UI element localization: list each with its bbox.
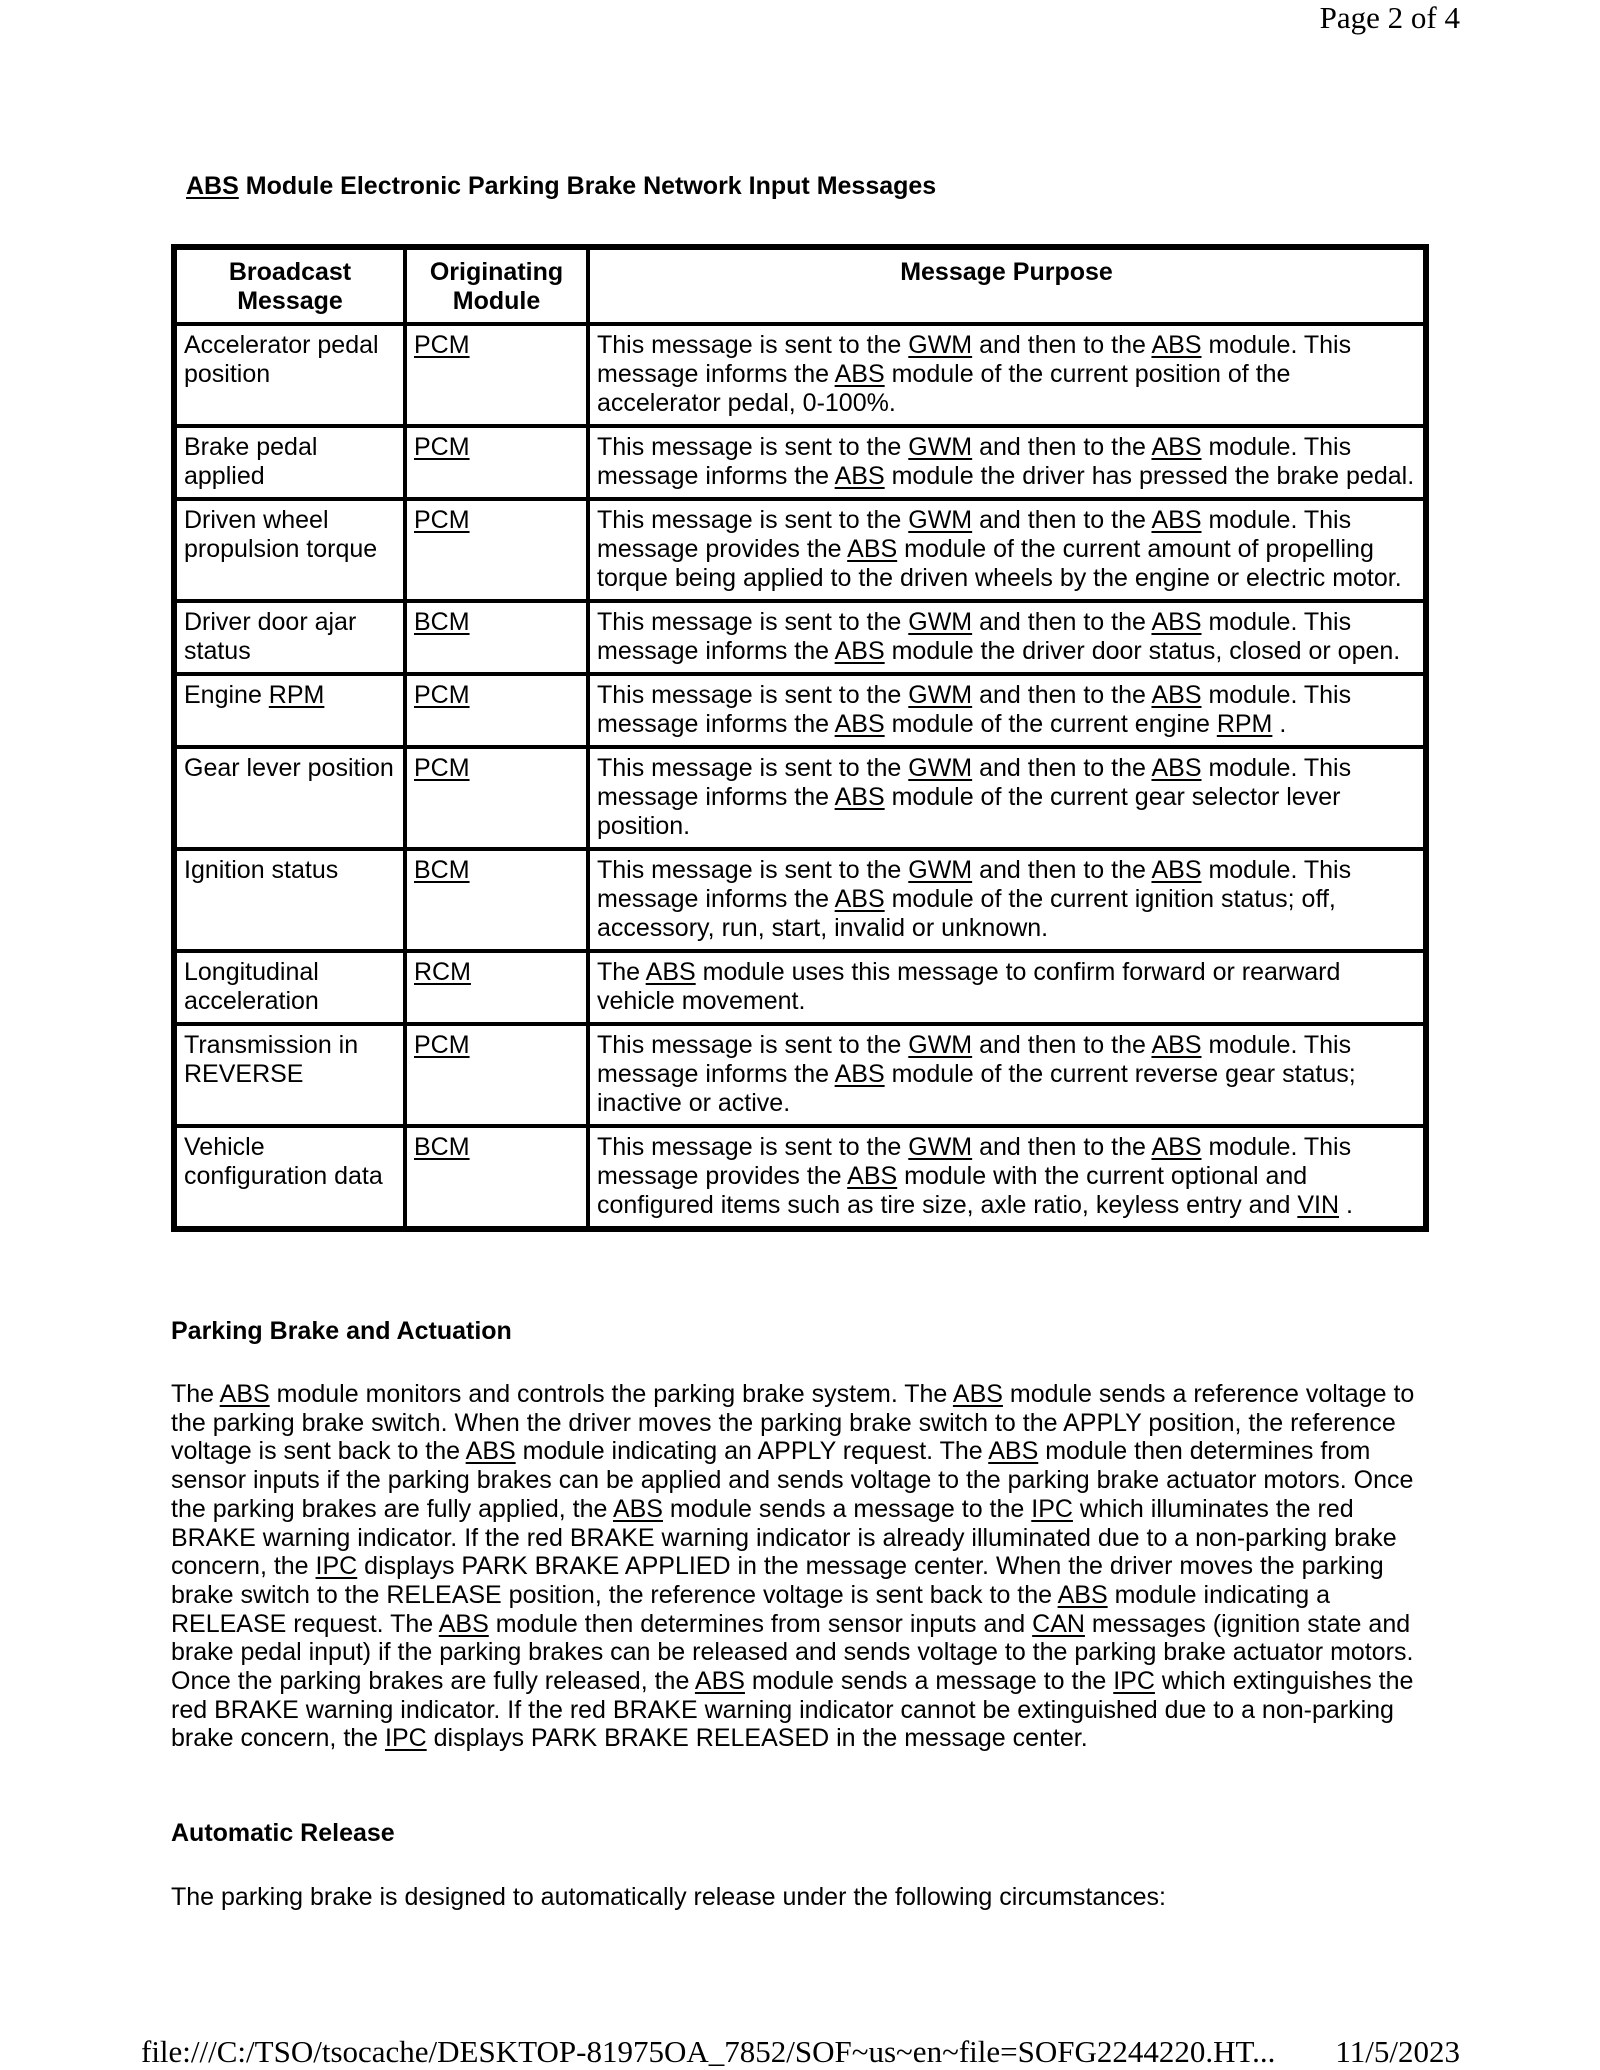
- pcm-link[interactable]: PCM: [414, 433, 470, 461]
- broadcast-message-cell: Brake pedal applied: [175, 426, 405, 499]
- message-purpose-cell: This message is sent to the GWM and then to the ABS module. This message informs the ABS module the driver door status, closed or open.: [588, 601, 1425, 674]
- bcm-link[interactable]: BCM: [414, 1133, 470, 1161]
- originating-module-cell: [405, 674, 588, 747]
- document-title-text: Module Electronic Parking Brake Network Input Messages: [238, 172, 937, 200]
- broadcast-message-cell: Driver door ajar status: [175, 601, 405, 674]
- message-purpose-cell: This message is sent to the GWM and then to the ABS module. This message provides the ABS module with the current optional and configured items such as tire size, axle ratio, keyless entry and VIN .: [588, 1126, 1425, 1228]
- table-row: [175, 1024, 1425, 1126]
- gwm-link[interactable]: GWM: [908, 1031, 973, 1059]
- can-link[interactable]: CAN: [1032, 1609, 1085, 1638]
- parking-brake-paragraph: The ABS module monitors and controls the parking brake system. The ABS module sends a reference voltage to the parking brake switch. When the driver moves the parking brake switch to the APPLY position, the reference voltage is sent back to the ABS module indicating an APPLY request. The ABS module then determines from sensor inputs if the parking brakes can be applied and sends voltage to the parking brake actuator motors. Once the parking brakes are fully applied, the ABS module sends a message to the IPC which illuminates the red BRAKE warning indicator. If the red BRAKE warning indicator is already illuminated due to a non-parking brake concern, the IPC displays PARK BRAKE APPLIED in the message center. When the driver moves the parking brake switch to the RELEASE position, the reference voltage is sent back to the ABS module indicating a RELEASE request. The ABS module then determines from sensor inputs and CAN messages (ignition state and brake pedal input) if the parking brakes can be released and sends voltage to the parking brake actuator motors. Once the parking brakes are fully released, the ABS module sends a message to the IPC which extinguishes the red BRAKE warning indicator. If the red BRAKE warning indicator cannot be extinguished due to a non-parking brake concern, the IPC displays PARK BRAKE RELEASED in the message center.: [171, 1380, 1415, 1753]
- pcm-link[interactable]: PCM: [414, 754, 470, 782]
- gwm-link[interactable]: GWM: [908, 608, 973, 636]
- gwm-link[interactable]: GWM: [908, 681, 973, 709]
- abs-link[interactable]: ABS: [694, 1667, 745, 1696]
- broadcast-message-cell: Transmission in REVERSE: [175, 1024, 405, 1126]
- table-row: [175, 601, 1425, 674]
- broadcast-message-cell: Gear lever position: [175, 747, 405, 849]
- abs-link[interactable]: ABS: [438, 1609, 489, 1638]
- broadcast-message-cell: Driven wheel propulsion torque: [175, 499, 405, 601]
- broadcast-message-cell: Engine RPM: [175, 674, 405, 747]
- abs-link[interactable]: ABS: [834, 462, 885, 490]
- gwm-link[interactable]: GWM: [908, 433, 973, 461]
- pcm-link[interactable]: PCM: [414, 681, 470, 709]
- originating-module-cell: [405, 499, 588, 601]
- table-row: [175, 324, 1425, 426]
- table-row: [175, 426, 1425, 499]
- rcm-link[interactable]: RCM: [414, 958, 471, 986]
- originating-module-cell: [405, 324, 588, 426]
- message-purpose-cell: The ABS module uses this message to confirm forward or rearward vehicle movement.: [588, 951, 1425, 1024]
- document-title: [186, 170, 936, 202]
- column-header-broadcast-message: Broadcast Message: [175, 248, 405, 324]
- originating-module-cell: [405, 747, 588, 849]
- abs-link[interactable]: ABS: [645, 958, 696, 986]
- abs-link[interactable]: ABS: [465, 1437, 516, 1466]
- abs-link[interactable]: ABS: [1151, 506, 1202, 534]
- gwm-link[interactable]: GWM: [908, 331, 973, 359]
- originating-module-cell: [405, 1024, 588, 1126]
- automatic-release-paragraph: The parking brake is designed to automatically release under the following circumstances:: [171, 1883, 1166, 1911]
- abs-link[interactable]: ABS: [1151, 433, 1202, 461]
- originating-module-cell: [405, 426, 588, 499]
- abs-link[interactable]: ABS: [847, 1162, 898, 1190]
- abs-link[interactable]: ABS: [1057, 1580, 1108, 1609]
- abs-link[interactable]: ABS: [612, 1494, 663, 1523]
- rpm-link[interactable]: RPM: [1216, 710, 1273, 738]
- message-purpose-cell: This message is sent to the GWM and then to the ABS module. This message informs the ABS module of the current reverse gear status; inactive or active.: [588, 1024, 1425, 1126]
- pcm-link[interactable]: PCM: [414, 331, 470, 359]
- broadcast-message-cell: Longitudinal acceleration: [175, 951, 405, 1024]
- message-purpose-cell: This message is sent to the GWM and then to the ABS module. This message informs the ABS module of the current gear selector lever position.: [588, 747, 1425, 849]
- abs-link[interactable]: ABS: [847, 535, 898, 563]
- abs-link[interactable]: ABS: [988, 1437, 1039, 1466]
- parking-brake-heading: Parking Brake and Actuation: [171, 1317, 512, 1345]
- pcm-link[interactable]: PCM: [414, 1031, 470, 1059]
- table-row: [175, 499, 1425, 601]
- table-header-row: [175, 248, 1425, 324]
- broadcast-message-cell: Accelerator pedal position: [175, 324, 405, 426]
- message-purpose-cell: This message is sent to the GWM and then to the ABS module. This message provides the ABS module of the current amount of propelling torque being applied to the driven wheels by the engine or electric motor.: [588, 499, 1425, 601]
- table-row: [175, 849, 1425, 951]
- footer-file-path: file:///C:/TSO/tsocache/DESKTOP-81975OA_7852/SOF~us~en~file=SOFG2244220.HT...: [141, 2034, 1276, 2069]
- message-purpose-cell: This message is sent to the GWM and then to the ABS module. This message informs the ABS module of the current ignition status; off, accessory, run, start, invalid or unknown.: [588, 849, 1425, 951]
- abs-link[interactable]: ABS: [834, 783, 885, 811]
- page-number: Page 2 of 4: [1319, 0, 1460, 35]
- abs-link[interactable]: ABS: [1151, 856, 1202, 884]
- abs-link[interactable]: ABS: [1151, 331, 1202, 359]
- abs-link[interactable]: ABS: [834, 637, 885, 665]
- vin-link[interactable]: VIN: [1297, 1191, 1340, 1219]
- ipc-link[interactable]: IPC: [385, 1724, 427, 1753]
- ipc-link[interactable]: IPC: [1113, 1667, 1155, 1696]
- abs-link[interactable]: ABS: [834, 710, 885, 738]
- bcm-link[interactable]: BCM: [414, 856, 470, 884]
- message-purpose-cell: This message is sent to the GWM and then to the ABS module. This message informs the ABS module of the current engine RPM .: [588, 674, 1425, 747]
- table-row: [175, 747, 1425, 849]
- abs-link[interactable]: ABS: [1151, 1031, 1202, 1059]
- abs-link[interactable]: ABS: [834, 360, 885, 388]
- message-purpose-cell: This message is sent to the GWM and then to the ABS module. This message informs the ABS module the driver has pressed the brake pedal.: [588, 426, 1425, 499]
- table-row: [175, 674, 1425, 747]
- abs-link[interactable]: ABS: [219, 1380, 270, 1408]
- network-input-messages-table: [171, 244, 1429, 1232]
- automatic-release-heading: Automatic Release: [171, 1819, 395, 1847]
- table-row: [175, 951, 1425, 1024]
- abs-link[interactable]: ABS: [1151, 681, 1202, 709]
- abs-link[interactable]: ABS: [1151, 1133, 1202, 1161]
- abs-link[interactable]: ABS: [1151, 754, 1202, 782]
- broadcast-message-cell: Ignition status: [175, 849, 405, 951]
- originating-module-cell: [405, 849, 588, 951]
- abs-link[interactable]: ABS: [834, 1060, 885, 1088]
- message-purpose-cell: This message is sent to the GWM and then to the ABS module. This message informs the ABS module of the current position of the accelerator pedal, 0-100%.: [588, 324, 1425, 426]
- abs-link[interactable]: ABS: [186, 172, 239, 200]
- gwm-link[interactable]: GWM: [908, 754, 973, 782]
- gwm-link[interactable]: GWM: [908, 856, 973, 884]
- originating-module-cell: [405, 601, 588, 674]
- footer-date: 11/5/2023: [1335, 2034, 1460, 2069]
- gwm-link[interactable]: GWM: [908, 506, 973, 534]
- column-header-originating-module: Originating Module: [405, 248, 588, 324]
- column-header-message-purpose: Message Purpose: [588, 248, 1425, 324]
- bcm-link[interactable]: BCM: [414, 608, 470, 636]
- abs-link[interactable]: ABS: [1151, 608, 1202, 636]
- abs-link[interactable]: ABS: [834, 885, 885, 913]
- originating-module-cell: [405, 951, 588, 1024]
- gwm-link[interactable]: GWM: [908, 1133, 973, 1161]
- table-row: [175, 1126, 1425, 1228]
- pcm-link[interactable]: PCM: [414, 506, 470, 534]
- table-body: [175, 324, 1425, 1228]
- originating-module-cell: [405, 1126, 588, 1228]
- broadcast-message-cell: Vehicle configuration data: [175, 1126, 405, 1228]
- ipc-link[interactable]: IPC: [1031, 1494, 1073, 1523]
- rpm-link[interactable]: RPM: [268, 681, 325, 709]
- ipc-link[interactable]: IPC: [315, 1552, 358, 1581]
- abs-link[interactable]: ABS: [952, 1380, 1003, 1408]
